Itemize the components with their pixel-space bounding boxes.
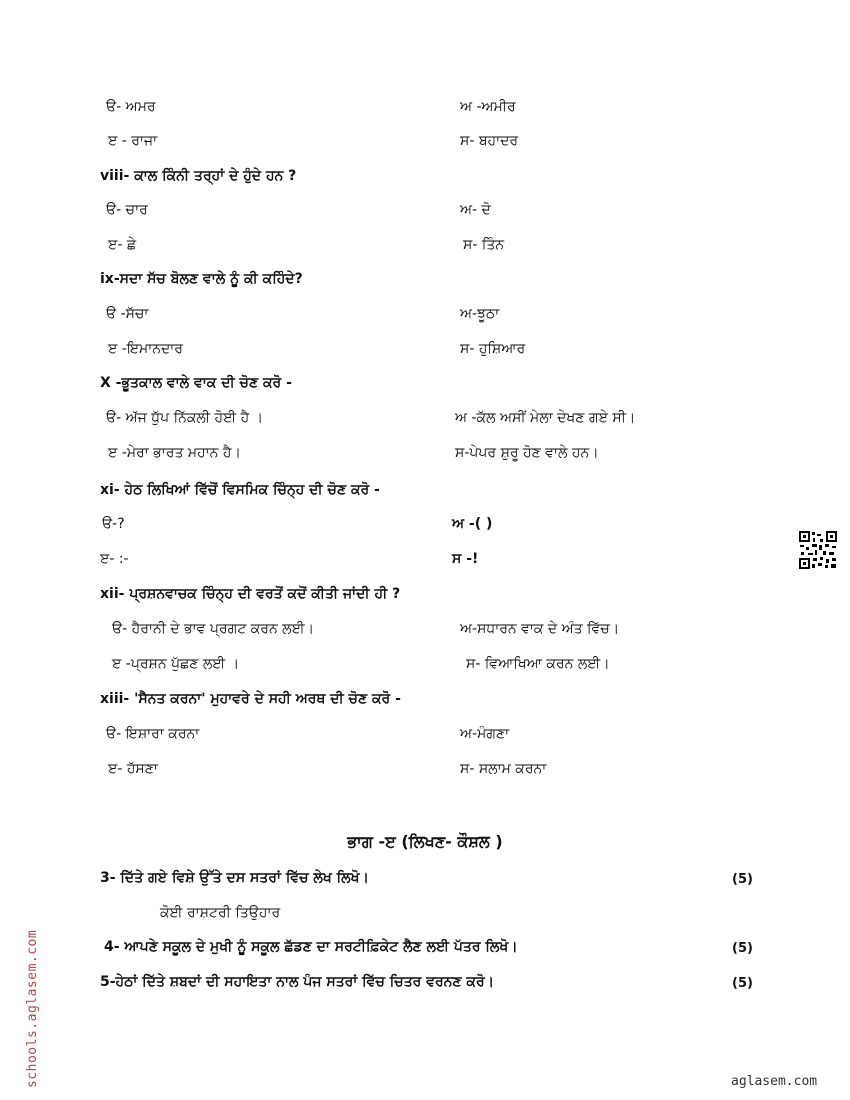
q12-option-d: ਸ- ਵਿਆਖਿਆ ਕਰਨ ਲਈ। — [466, 656, 610, 672]
q10-text: X -ਭੂਤਕਾਲ ਵਾਲੇ ਵਾਕ ਦੀ ਚੋਣ ਕਰੋ - — [100, 375, 292, 391]
q9-option-a: ੳ -ਸੱਚਾ — [106, 306, 149, 322]
q8-option-d: ਸ- ਤਿੰਨ — [463, 237, 505, 253]
q3-text: 3- ਦਿੱਤੇ ਗਏ ਵਿਸ਼ੇ ਉੱਤੇ ਦਸ ਸਤਰਾਂ ਵਿੱਚ ਲੇਖ ਲਿਖੋ। — [100, 870, 369, 886]
q9-text: ix-ਸਦਾ ਸੱਚ ਬੋਲਣ ਵਾਲੇ ਨੂੰ ਕੀ ਕਹਿੰਦੇ? — [100, 271, 303, 287]
q8-option-a: ੳ- ਚਾਰ — [106, 202, 148, 218]
q12-option-a: ੳ- ਹੈਰਾਨੀ ਦੇ ਭਾਵ ਪ੍ਰਗਟ ਕਰਨ ਲਈ। — [112, 621, 315, 637]
q12-option-b: ਅ-ਸਧਾਰਨ ਵਾਕ ਦੇ ਅੰਤ ਵਿੱਚ। — [460, 621, 620, 637]
q8-text: viii- ਕਾਲ ਕਿੰਨੀ ਤਰ੍ਹਾਂ ਦੇ ਹੁੰਦੇ ਹਨ ? — [100, 168, 297, 184]
q13-option-d: ਸ- ਸਲਾਮ ਕਰਨਾ — [460, 761, 547, 777]
q5-text: 5-ਹੇਠਾਂ ਦਿੱਤੇ ਸ਼ਬਦਾਂ ਦੀ ਸਹਾਇਤਾ ਨਾਲ ਪੰਜ ਸਤਰਾਂ ਵਿੱਚ ਚਿਤਰ ਵਰਨਣ ਕਰੋ। — [100, 974, 495, 990]
q10-option-a: ੳ- ਅੱਜ ਧੁੱਪ ਨਿੱਕਲੀ ਹੋਈ ਹੈ । — [106, 410, 264, 426]
q3-topic: ਕੋਈ ਰਾਸ਼ਟਰੀ ਤਿਉਹਾਰ — [160, 905, 281, 921]
q7-option-c: ੲ - ਰਾਜਾ — [108, 133, 158, 149]
q11-option-b: ਅ -( ) — [452, 516, 493, 532]
q3-marks: (5) — [732, 872, 753, 887]
q13-text: xiii- 'ਸੈਨਤ ਕਰਨਾ' ਮੁਹਾਵਰੇ ਦੇ ਸਹੀ ਅਰਥ ਦੀ ਚੋਣ ਕਰੋ - — [100, 691, 401, 707]
q11-option-c: ੲ- :- — [100, 551, 129, 567]
q11-option-a: ੳ-? — [102, 516, 125, 532]
side-watermark: schools.aglasem.com — [25, 929, 40, 1088]
q11-text: xi- ਹੇਠ ਲਿਖਿਆਂ ਵਿੱਚੋਂ ਵਿਸਮਿਕ ਚਿੰਨ੍ਹ ਦੀ ਚੋਣ ਕਰੋ - — [100, 482, 380, 498]
bottom-watermark: aglasem.com — [731, 1074, 818, 1089]
qr-code-icon — [798, 530, 838, 570]
q13-option-c: ੲ- ਹੱਸਣਾ — [108, 761, 158, 777]
q5-marks: (5) — [732, 976, 753, 991]
q10-option-d: ਸ-ਪੇਪਰ ਸ਼ੁਰੂ ਹੋਣ ਵਾਲੇ ਹਨ। — [455, 445, 599, 461]
q10-option-c: ੲ -ਮੇਰਾ ਭਾਰਤ ਮਹਾਨ ਹੈ। — [108, 445, 241, 461]
q12-text: xii- ਪ੍ਰਸ਼ਨਵਾਚਕ ਚਿੰਨ੍ਹ ਦੀ ਵਰਤੋਂ ਕਦੋਂ ਕੀਤੀ ਜਾਂਦੀ ਹੀ ? — [100, 586, 401, 602]
q13-option-b: ਅ-ਮੰਗਣਾ — [460, 726, 510, 742]
q4-marks: (5) — [732, 941, 753, 956]
q8-option-b: ਅ- ਦੋ — [460, 202, 491, 218]
q9-option-d: ਸ- ਹੁਸ਼ਿਆਰ — [460, 341, 526, 357]
q13-option-a: ੳ- ਇਸ਼ਾਰਾ ਕਰਨਾ — [106, 726, 200, 742]
q9-option-b: ਅ-ਝੂਠਾ — [460, 306, 500, 322]
q11-option-d: ਸ -! — [452, 551, 479, 567]
q7-option-d: ਸ- ਬਹਾਦਰ — [460, 133, 519, 149]
q7-option-b: ਅ -ਅਮੀਰ — [460, 99, 516, 115]
q4-text: 4- ਆਪਣੇ ਸਕੂਲ ਦੇ ਮੁਖੀ ਨੂੰ ਸਕੂਲ ਛੱਡਣ ਦਾ ਸਰਟੀਫ਼ਿਕੇਟ ਲੈਣ ਲਈ ਪੱਤਰ ਲਿਖੋ। — [104, 939, 518, 955]
q8-option-c: ੲ- ਛੇ — [108, 237, 137, 253]
section-heading: ਭਾਗ -ੲ (ਲਿਖਣ- ਕੌਸ਼ਲ ) — [347, 832, 503, 851]
q7-option-a: ੳ- ਅਮਰ — [106, 99, 156, 115]
q12-option-c: ੲ -ਪ੍ਰਸ਼ਨ ਪੁੱਛਣ ਲਈ । — [112, 656, 240, 672]
q9-option-c: ੲ -ਇਮਾਨਦਾਰ — [108, 341, 183, 357]
q10-option-b: ਅ -ਕੱਲ ਅਸੀਂ ਮੇਲਾ ਦੇਖਣ ਗਏ ਸੀ। — [455, 410, 636, 426]
